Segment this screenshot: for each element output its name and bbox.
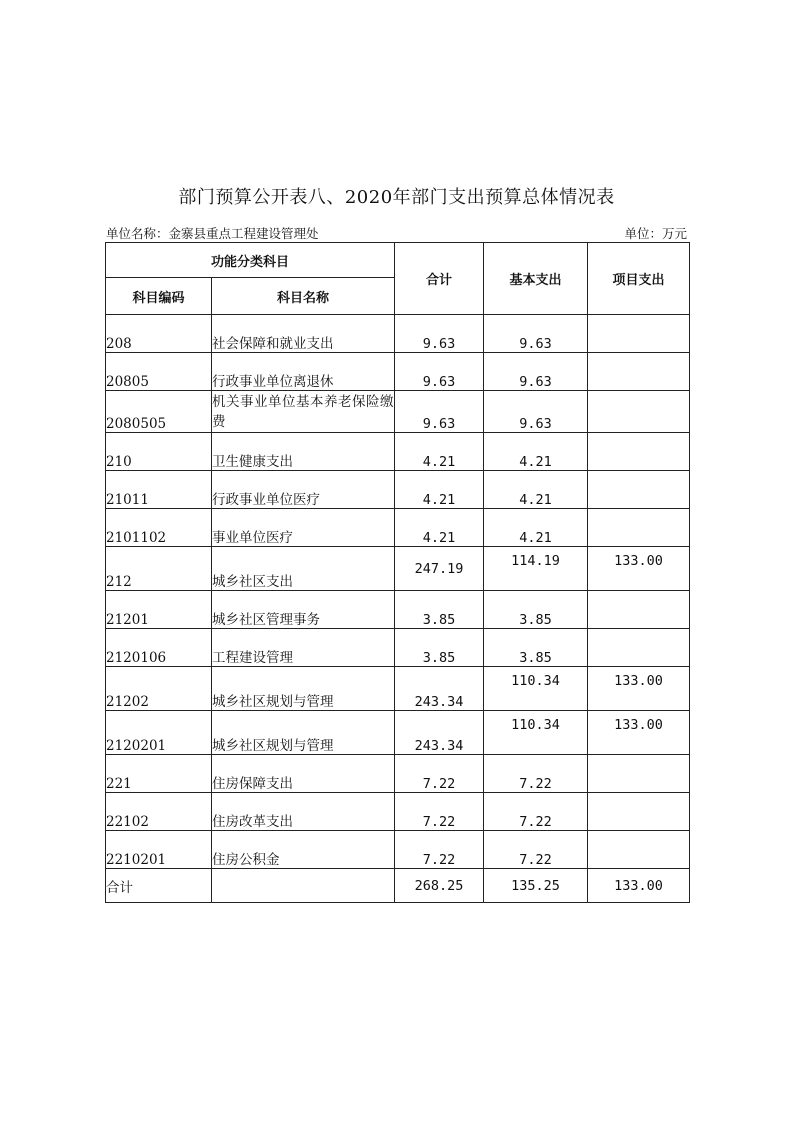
basic-amount: 3.85 [484, 591, 588, 629]
total-amount: 3.85 [395, 591, 484, 629]
table-row [106, 509, 690, 547]
basic-amount: 9.63 [484, 315, 588, 353]
project-amount [588, 353, 690, 391]
total-amount: 7.22 [395, 755, 484, 793]
total-amount: 4.21 [395, 471, 484, 509]
subject-name: 卫生健康支出 [212, 433, 395, 471]
budget-table [105, 242, 690, 903]
subject-code: 2080505 [106, 391, 212, 433]
basic-amount: 7.22 [484, 755, 588, 793]
subject-name: 住房公积金 [212, 831, 395, 869]
subject-code: 21201 [106, 591, 212, 629]
project-amount [588, 471, 690, 509]
total-amount: 9.63 [395, 353, 484, 391]
subject-name: 工程建设管理 [212, 629, 395, 667]
basic-amount: 9.63 [484, 353, 588, 391]
subject-code: 210 [106, 433, 212, 471]
project-amount [588, 391, 690, 433]
table-row [106, 471, 690, 509]
subject-code: 22102 [106, 793, 212, 831]
grand-total-amount: 268.25 [395, 869, 484, 903]
total-amount: 4.21 [395, 433, 484, 471]
subject-name: 机关事业单位基本养老保险缴费 [212, 391, 395, 433]
basic-amount: 4.21 [484, 433, 588, 471]
project-amount: 133.00 [588, 547, 690, 591]
project-amount [588, 629, 690, 667]
total-row [106, 869, 690, 903]
project-amount [588, 591, 690, 629]
project-amount: 133.00 [588, 667, 690, 711]
table-row [106, 315, 690, 353]
header-function-category: 功能分类科目 [106, 243, 395, 278]
table-row [106, 793, 690, 831]
subject-name: 住房保障支出 [212, 755, 395, 793]
total-amount: 7.22 [395, 793, 484, 831]
total-amount: 243.34 [395, 667, 484, 711]
header-basic-expenditure: 基本支出 [484, 243, 588, 315]
subject-name: 城乡社区管理事务 [212, 591, 395, 629]
project-amount [588, 755, 690, 793]
total-amount: 7.22 [395, 831, 484, 869]
header-project-expenditure: 项目支出 [588, 243, 690, 315]
project-amount [588, 831, 690, 869]
total-label: 合计 [106, 869, 212, 903]
total-amount: 4.21 [395, 509, 484, 547]
basic-amount: 114.19 [484, 547, 588, 591]
subject-name: 城乡社区规划与管理 [212, 711, 395, 755]
basic-amount: 110.34 [484, 667, 588, 711]
project-amount [588, 793, 690, 831]
table-row [106, 667, 690, 711]
basic-amount: 9.63 [484, 391, 588, 433]
total-amount: 3.85 [395, 629, 484, 667]
table-row [106, 353, 690, 391]
page-title: 部门预算公开表八、2020年部门支出预算总体情况表 [178, 187, 615, 208]
project-amount [588, 315, 690, 353]
basic-amount: 4.21 [484, 471, 588, 509]
subject-name: 城乡社区规划与管理 [212, 667, 395, 711]
header-subject-code: 科目编码 [106, 278, 212, 315]
subject-code: 21202 [106, 667, 212, 711]
basic-amount: 7.22 [484, 831, 588, 869]
total-amount: 247.19 [395, 547, 484, 591]
basic-amount: 110.34 [484, 711, 588, 755]
total-amount: 243.34 [395, 711, 484, 755]
unit-name: 单位名称：金寨县重点工程建设管理处 [106, 226, 319, 241]
subject-name: 行政事业单位医疗 [212, 471, 395, 509]
project-amount [588, 509, 690, 547]
subject-code: 20805 [106, 353, 212, 391]
subject-code: 21011 [106, 471, 212, 509]
subject-code: 212 [106, 547, 212, 591]
basic-amount: 7.22 [484, 793, 588, 831]
project-amount: 133.00 [588, 711, 690, 755]
subject-name: 住房改革支出 [212, 793, 395, 831]
subject-code: 2101102 [106, 509, 212, 547]
grand-project-amount: 133.00 [588, 869, 690, 903]
subject-code: 2210201 [106, 831, 212, 869]
project-amount [588, 433, 690, 471]
table-row [106, 547, 690, 591]
total-name-empty [212, 869, 395, 903]
table-row [106, 629, 690, 667]
table-row [106, 433, 690, 471]
unit-measure: 单位：万元 [624, 226, 687, 241]
table-row [106, 755, 690, 793]
subject-name: 事业单位医疗 [212, 509, 395, 547]
subject-code: 2120201 [106, 711, 212, 755]
header-subject-name: 科目名称 [212, 278, 395, 315]
subject-name: 城乡社区支出 [212, 547, 395, 591]
basic-amount: 3.85 [484, 629, 588, 667]
basic-amount: 4.21 [484, 509, 588, 547]
subject-code: 208 [106, 315, 212, 353]
grand-basic-amount: 135.25 [484, 869, 588, 903]
table-row [106, 831, 690, 869]
table-row [106, 391, 690, 433]
subject-name: 行政事业单位离退休 [212, 353, 395, 391]
table-row [106, 711, 690, 755]
total-amount: 9.63 [395, 315, 484, 353]
table-row [106, 591, 690, 629]
total-amount: 9.63 [395, 391, 484, 433]
header-total: 合计 [395, 243, 484, 315]
subject-code: 2120106 [106, 629, 212, 667]
subject-name: 社会保障和就业支出 [212, 315, 395, 353]
subject-code: 221 [106, 755, 212, 793]
